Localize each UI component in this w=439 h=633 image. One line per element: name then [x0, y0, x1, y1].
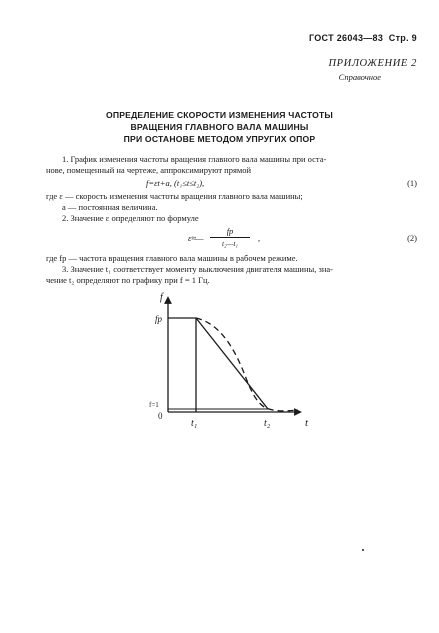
para2-line-1: 2. Значение ε определяют по формуле	[62, 213, 199, 223]
approximation-line	[196, 318, 268, 409]
speed-curve	[196, 318, 298, 411]
para1-line-2: нове, помещенный на чертеже, аппроксимируют прямой	[46, 165, 252, 175]
section-title-line-2: ВРАЩЕНИЯ ГЛАВНОГО ВАЛА МАШИНЫ	[130, 122, 309, 132]
fp-label: fp	[155, 314, 163, 324]
para2-where-line-1: где fp — частота вращения главного вала машины в рабочем режиме.	[46, 253, 298, 263]
formula-1: f=εt+a, (t₁≤t≤t₂),	[146, 178, 205, 188]
para1-line-1: 1. График изменения частоты вращения главного вала машины при оста-	[62, 154, 327, 164]
origin-label: 0	[158, 411, 163, 421]
formula-2-lhs: ε≈—	[188, 233, 204, 243]
section-title-line-1: ОПРЕДЕЛЕНИЕ СКОРОСТИ ИЗМЕНЕНИЯ ЧАСТОТЫ	[105, 110, 334, 120]
equation-number-1: (1)	[407, 178, 417, 188]
equation-number-2: (2)	[407, 233, 417, 243]
formula-2-denominator: t₂—t₁	[221, 239, 239, 248]
page-number: Стр. 9	[388, 33, 417, 43]
y-axis-label: f	[160, 292, 163, 303]
para1-where-line-1: где ε — скорость изменения частоты вращения главного вала машины;	[46, 191, 303, 201]
stray-mark	[362, 549, 364, 551]
section-title-line-3: ПРИ ОСТАНОВЕ МЕТОДОМ УПРУГИХ ОПОР	[123, 134, 316, 144]
f1-label: f=1	[149, 401, 159, 409]
t2-label: t₂	[264, 418, 271, 429]
para1-where-line-2: a — постоянная величина.	[62, 202, 158, 212]
para3-line-1: 3. Значение t₁ соответствует моменту выключения двигателя машины, зна-	[62, 264, 333, 274]
formula-2-numerator: fp	[226, 226, 234, 236]
appendix-subtitle: Справочное	[338, 72, 381, 82]
para3-line-2: чение t₂ определяют по графику при f = 1 Гц.	[46, 275, 210, 285]
t1-label: t₁	[191, 418, 198, 429]
x-axis-label: t	[305, 417, 309, 429]
appendix-title: ПРИЛОЖЕНИЕ 2	[328, 58, 417, 69]
document-code: ГОСТ 26043—83	[308, 33, 384, 43]
formula-2-tail: ,	[258, 233, 261, 243]
